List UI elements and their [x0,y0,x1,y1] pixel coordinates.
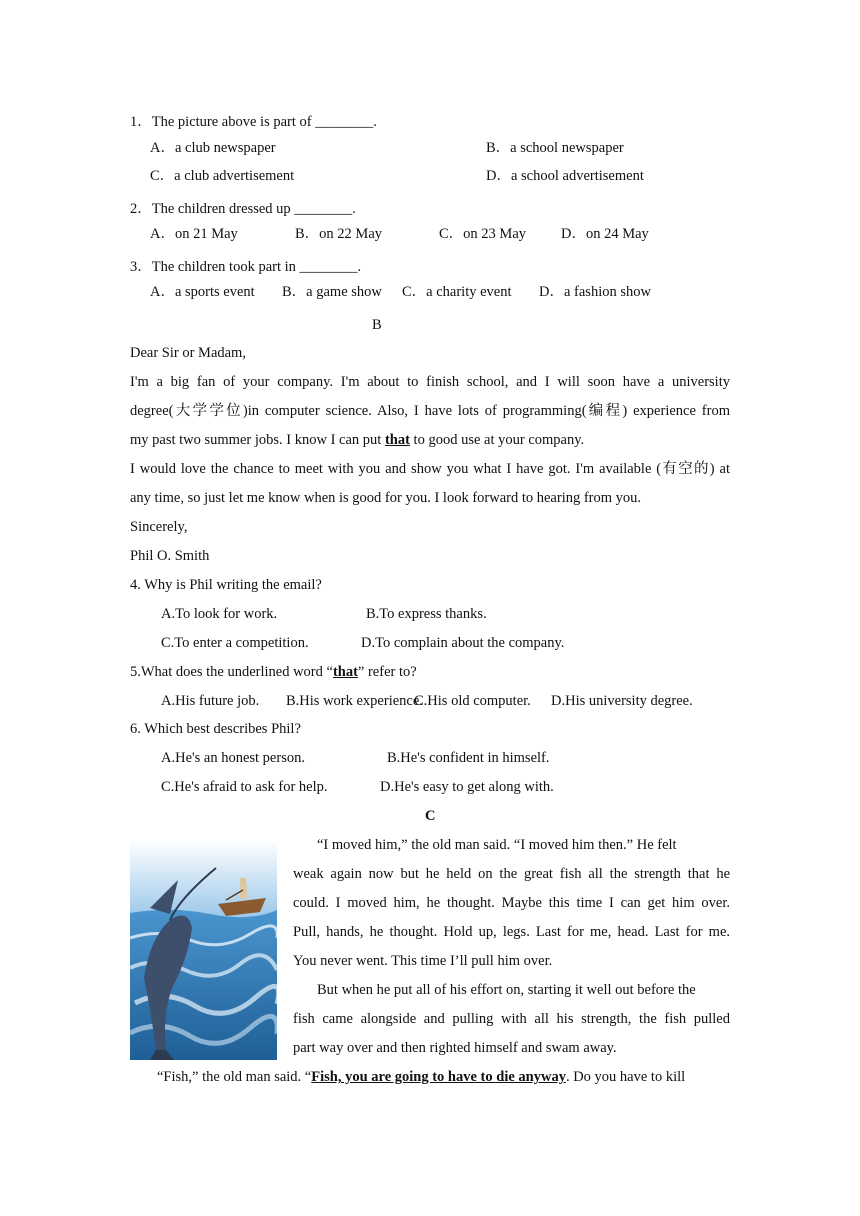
question-4-option-d: D.To complain about the company. [361,635,565,651]
question-5-stem-before: 5.What does the underlined word “ [130,664,333,680]
question-3-option-b: B．a game show [282,284,382,300]
letter-closing: Sincerely, [130,519,188,535]
question-1-option-b: B．a school newspaper [486,140,624,156]
question-2-option-b: B．on 22 May [295,226,382,242]
story-underlined-sentence: Fish, you are going to have to die anyway [311,1069,566,1085]
question-2-stem: 2．The children dressed up ________. [130,201,356,217]
question-6-option-a: A.He's an honest person. [161,750,305,766]
letter-paragraph-1-line-1: I'm a big fan of your company. I'm about to finish school, and I will soon have a university [130,374,730,390]
story-line-6: But when he put all of his effort on, starting it well out before the [317,982,696,998]
story-line-5: You never went. This time I’ll pull him over. [293,953,553,969]
question-2-option-a: A．on 21 May [150,226,238,242]
question-4-option-b: B.To express thanks. [366,606,487,622]
line-3-text-after: to good use at your company. [409,432,585,448]
story-line-8: part way over and then righted himself and swam away. [293,1040,617,1056]
letter-signature: Phil O. Smith [130,548,210,564]
question-1-option-c: C．a club advertisement [150,168,295,184]
section-b-heading: B [372,317,382,333]
question-5-stem-after: ” refer to? [357,664,417,680]
question-2-option-d: D．on 24 May [561,226,649,242]
question-5-underlined-word: that [332,664,358,680]
letter-salutation: Dear Sir or Madam, [130,345,246,361]
question-5-option-c: C.His old computer. [414,693,531,709]
question-5-stem [130,663,417,681]
question-3-option-d: D．a fashion show [539,284,651,300]
question-5-option-d: D.His university degree. [551,693,693,709]
question-6-option-d: D.He's easy to get along with. [380,779,554,795]
question-3-stem: 3．The children took part in ________. [130,259,362,275]
story-line-9 [157,1068,730,1086]
story-line-2: weak again now but he held on the great fish all the strength that he [293,866,730,882]
story-line-9-before: “Fish,” the old man said. “ [157,1069,312,1085]
story-line-1: “I moved him,” the old man said. “I moved him then.” He felt [317,837,677,853]
letter-paragraph-1-line-2: degree(大学学位)in computer science. Also, I have lots of programming(编程) experience from [130,403,730,419]
question-2-option-c: C．on 23 May [439,226,526,242]
question-5-option-b: B.His work experience. [286,693,423,709]
section-c-heading: C [425,808,436,824]
question-3-option-a: A．a sports event [150,284,255,300]
line-3-text-before: my past two summer jobs. I know I can put [130,432,385,448]
story-line-9-after: . Do you have to kill [565,1069,686,1085]
illustration-svg [130,828,277,1060]
question-1-stem: 1．The picture above is part of ________. [130,114,377,130]
letter-paragraph-1-line-3 [130,431,584,449]
question-1-option-a: A．a club newspaper [150,140,276,156]
question-4-stem: 4. Why is Phil writing the email? [130,577,322,593]
question-4-option-c: C.To enter a competition. [161,635,309,651]
question-3-option-c: C．a charity event [402,284,512,300]
story-line-7: fish came alongside and pulling with all his strength, the fish pulled [293,1011,730,1027]
story-line-3: could. I moved him, he thought. Maybe this time I can get him over. [293,895,730,911]
letter-paragraph-2-line-2: any time, so just let me know when is good for you. I look forward to hearing from you. [130,490,642,506]
underlined-word-that: that [384,432,410,448]
story-line-4: Pull, hands, he thought. Hold up, legs. Last for me, head. Last for me. [293,924,730,940]
old-man-and-marlin-illustration [130,828,277,1060]
question-4-option-a: A.To look for work. [161,606,278,622]
question-5-option-a: A.His future job. [161,693,260,709]
letter-paragraph-2-line-1: I would love the chance to meet with you and show you what I have got. I'm available (有空的) at [130,461,730,477]
question-6-stem: 6. Which best describes Phil? [130,721,301,737]
question-1-option-d: D．a school advertisement [486,168,644,184]
question-6-option-c: C.He's afraid to ask for help. [161,779,328,795]
question-6-option-b: B.He's confident in himself. [387,750,550,766]
